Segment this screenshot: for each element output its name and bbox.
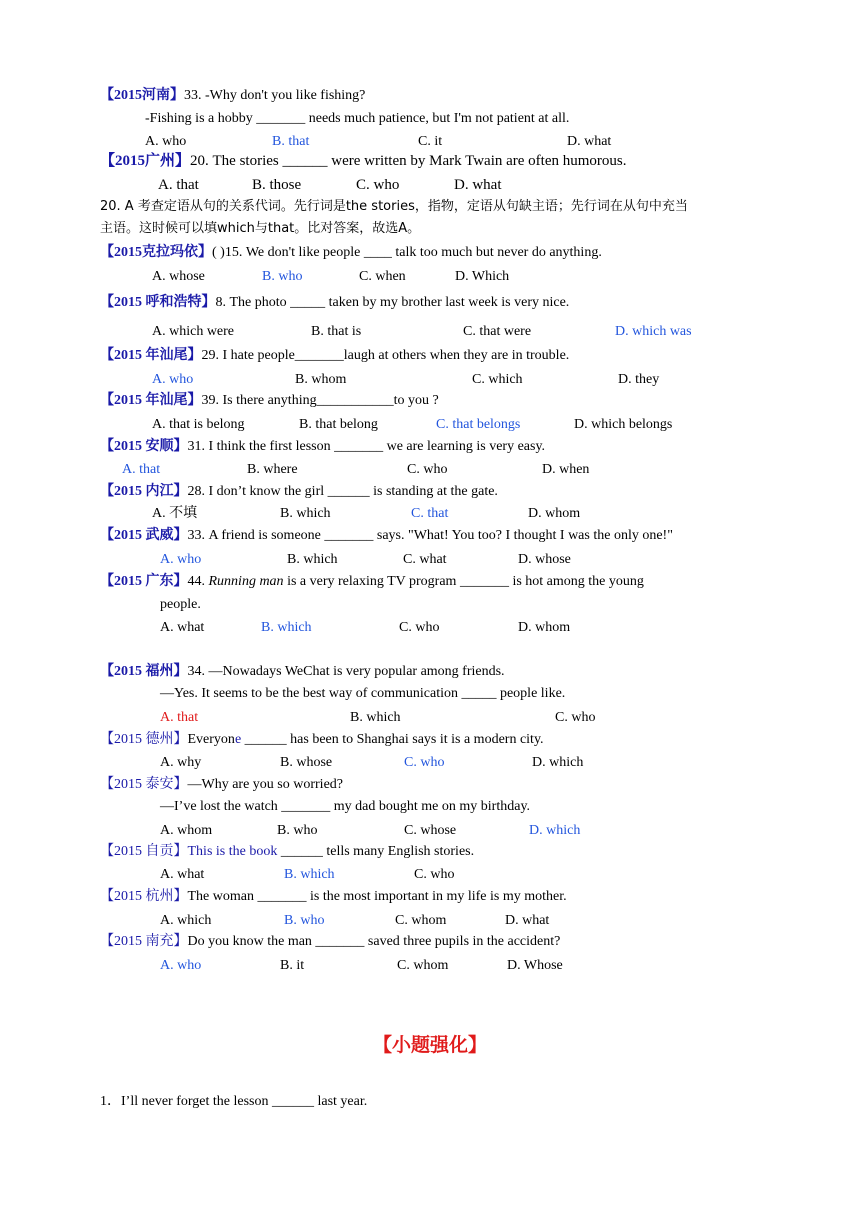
question-stem: 28. I don’t know the girl ______ is standing at the gate. bbox=[187, 484, 498, 499]
option-d: D. whom bbox=[528, 506, 581, 521]
question-stem: is a very relaxing TV program _______ is hot among the young bbox=[283, 574, 644, 589]
question-stem: Do you know the man _______ saved three pupils in the accident? bbox=[187, 934, 561, 949]
explanation: 主语。这时候可以填which与that。比对答案，故选A。 bbox=[100, 221, 421, 236]
option-d: D. which belongs bbox=[574, 417, 673, 432]
option-d: D. which bbox=[532, 755, 584, 770]
option-c: C. who bbox=[407, 462, 448, 477]
option-a: A. which were bbox=[152, 324, 235, 339]
question-6 bbox=[100, 392, 439, 410]
option-c: C. who bbox=[404, 755, 445, 770]
question-stem: 20. The stories ______ were written by Mark Twain are often humorous. bbox=[190, 153, 627, 169]
question-9 bbox=[100, 527, 673, 545]
question-stem: 31. I think the first lesson _______ we are learning is very easy. bbox=[187, 439, 546, 454]
question-8 bbox=[100, 483, 498, 501]
option-a: A. which bbox=[160, 913, 212, 928]
question-tag: 【2015 呼和浩特】 bbox=[100, 295, 216, 310]
question-5 bbox=[100, 347, 569, 365]
option-c: C. which bbox=[472, 372, 523, 387]
option-b: B. which bbox=[280, 506, 331, 521]
option-c: C. what bbox=[403, 552, 447, 567]
option-c: C. who bbox=[414, 867, 455, 882]
option-a: A. who bbox=[145, 134, 187, 149]
question-7 bbox=[100, 438, 545, 456]
question-line: -Fishing is a hobby _______ needs much patience, but I'm not patient at all. bbox=[145, 111, 570, 126]
question-line: people. bbox=[160, 597, 201, 612]
option-c: C. whom bbox=[395, 913, 447, 928]
option-a: A. whom bbox=[160, 823, 213, 838]
option-c: C. when bbox=[359, 269, 406, 284]
section-heading: 【小题强化】 bbox=[372, 1034, 487, 1056]
question-tag: 【2015克拉玛依】 bbox=[100, 245, 212, 260]
question-1 bbox=[100, 87, 365, 105]
question-tag: 【2015 德州】 bbox=[100, 732, 188, 747]
question-tag: 【2015广州】 bbox=[100, 153, 191, 169]
question-tag: 【2015 南充】 bbox=[100, 934, 188, 949]
option-b: B. who bbox=[262, 269, 303, 284]
option-b: B. that is bbox=[311, 324, 362, 339]
option-a: A. what bbox=[160, 620, 205, 635]
option-a: A. that bbox=[160, 710, 199, 725]
question-3 bbox=[100, 244, 602, 262]
option-b: B. who bbox=[284, 913, 325, 928]
option-c: C. it bbox=[418, 134, 443, 149]
option-b: B. who bbox=[277, 823, 318, 838]
option-d: D. what bbox=[454, 177, 502, 193]
option-c: C. that bbox=[411, 506, 449, 521]
question-stem: 39. Is there anything___________to you ? bbox=[201, 393, 439, 408]
option-a: A. who bbox=[152, 372, 194, 387]
question-tag: 【2015 内江】 bbox=[100, 484, 188, 499]
option-b: B. those bbox=[252, 177, 302, 193]
question-stem: 34. —Nowadays WeChat is very popular among friends. bbox=[187, 664, 505, 679]
question-stem: Everyon bbox=[187, 732, 235, 747]
question-16 bbox=[100, 933, 560, 951]
option-a: A. who bbox=[160, 552, 202, 567]
question-stem: ______ has been to Shanghai says it is a modern city. bbox=[241, 732, 544, 747]
question-12 bbox=[100, 731, 544, 749]
option-a: A. that bbox=[122, 462, 161, 477]
option-c: C. that were bbox=[463, 324, 532, 339]
option-d: D. when bbox=[542, 462, 590, 477]
question-stem: The woman _______ is the most important in my life is my mother. bbox=[187, 889, 567, 904]
option-d: D. Which bbox=[455, 269, 510, 284]
option-c: C. who bbox=[356, 177, 400, 193]
question-14 bbox=[100, 843, 474, 861]
question-15 bbox=[100, 888, 567, 906]
option-a: A. 不填 bbox=[152, 506, 198, 521]
option-c: C. who bbox=[399, 620, 440, 635]
option-a: A. that is belong bbox=[152, 417, 245, 432]
option-a: A. what bbox=[160, 867, 205, 882]
question-stem: 33. A friend is someone _______ says. "What! You too? I thought I was the only one!" bbox=[187, 528, 673, 543]
option-c: C. that belongs bbox=[436, 417, 521, 432]
question-stem: 33. -Why don't you like fishing? bbox=[184, 88, 366, 103]
question-tag: 【2015 泰安】 bbox=[100, 777, 188, 792]
option-d: D. what bbox=[567, 134, 612, 149]
option-d: D. Whose bbox=[507, 958, 563, 973]
question-tag: 【2015 年汕尾】 bbox=[100, 393, 202, 408]
option-d: D. whom bbox=[518, 620, 571, 635]
question-tag: 【2015 广东】 bbox=[100, 574, 188, 589]
option-a: A. whose bbox=[152, 269, 205, 284]
option-d: D. what bbox=[505, 913, 550, 928]
question-4 bbox=[100, 294, 569, 312]
option-b: B. which bbox=[261, 620, 312, 635]
option-c: C. who bbox=[555, 710, 596, 725]
question-number: 44. bbox=[187, 574, 209, 589]
question-tag: 【2015 年汕尾】 bbox=[100, 348, 202, 363]
option-d: D. they bbox=[618, 372, 660, 387]
question-stem: 29. I hate people_______laugh at others when they are in trouble. bbox=[201, 348, 570, 363]
option-c: C. whose bbox=[404, 823, 457, 838]
option-d: D. whose bbox=[518, 552, 571, 567]
question-tag: 【2015 安顺】 bbox=[100, 439, 188, 454]
option-b: B. whose bbox=[280, 755, 333, 770]
question-10 bbox=[100, 573, 644, 591]
option-a: A. who bbox=[160, 958, 202, 973]
option-b: B. whom bbox=[295, 372, 347, 387]
question-stem: ______ tells many English stories. bbox=[277, 844, 475, 859]
option-b: B. that belong bbox=[299, 417, 378, 432]
question-2 bbox=[100, 152, 627, 170]
option-b: B. which bbox=[284, 867, 335, 882]
question-tag: 【2015 杭州】 bbox=[100, 889, 188, 904]
option-b: B. which bbox=[287, 552, 338, 567]
option-b: B. which bbox=[350, 710, 401, 725]
question-stem: ( )15. We don't like people ____ talk too much but never do anything. bbox=[212, 245, 602, 260]
question-11 bbox=[100, 663, 505, 681]
question-stem: This is the book bbox=[187, 844, 278, 859]
question-line: —Yes. It seems to be the best way of communication _____ people like. bbox=[160, 686, 566, 701]
question-stem: e bbox=[234, 732, 242, 747]
question-line: —I’ve lost the watch _______ my dad bought me on my birthday. bbox=[160, 799, 531, 814]
option-d: D. which was bbox=[615, 324, 692, 339]
option-c: C. whom bbox=[397, 958, 449, 973]
question-13 bbox=[100, 776, 343, 794]
question-tag: 【2015河南】 bbox=[100, 88, 184, 103]
explanation: 20. A 考查定语从句的关系代词。先行词是the stories，指物，定语从句缺主语；先行词在从句中充当 bbox=[100, 199, 688, 214]
question-stem: —Why are you so worried? bbox=[187, 777, 344, 792]
option-b: B. where bbox=[247, 462, 298, 477]
option-a: A. why bbox=[160, 755, 202, 770]
program-title: Running man bbox=[208, 574, 284, 589]
question-tag: 【2015 武威】 bbox=[100, 528, 188, 543]
option-d: D. which bbox=[529, 823, 581, 838]
exercise-1: 1．I’ll never forget the lesson ______ last year. bbox=[100, 1094, 368, 1109]
option-b: B. it bbox=[280, 958, 305, 973]
option-b: B. that bbox=[272, 134, 310, 149]
question-stem: 8. The photo _____ taken by my brother last week is very nice. bbox=[215, 295, 570, 310]
option-a: A. that bbox=[158, 177, 199, 193]
question-tag: 【2015 福州】 bbox=[100, 664, 188, 679]
question-tag: 【2015 自贡】 bbox=[100, 844, 188, 859]
